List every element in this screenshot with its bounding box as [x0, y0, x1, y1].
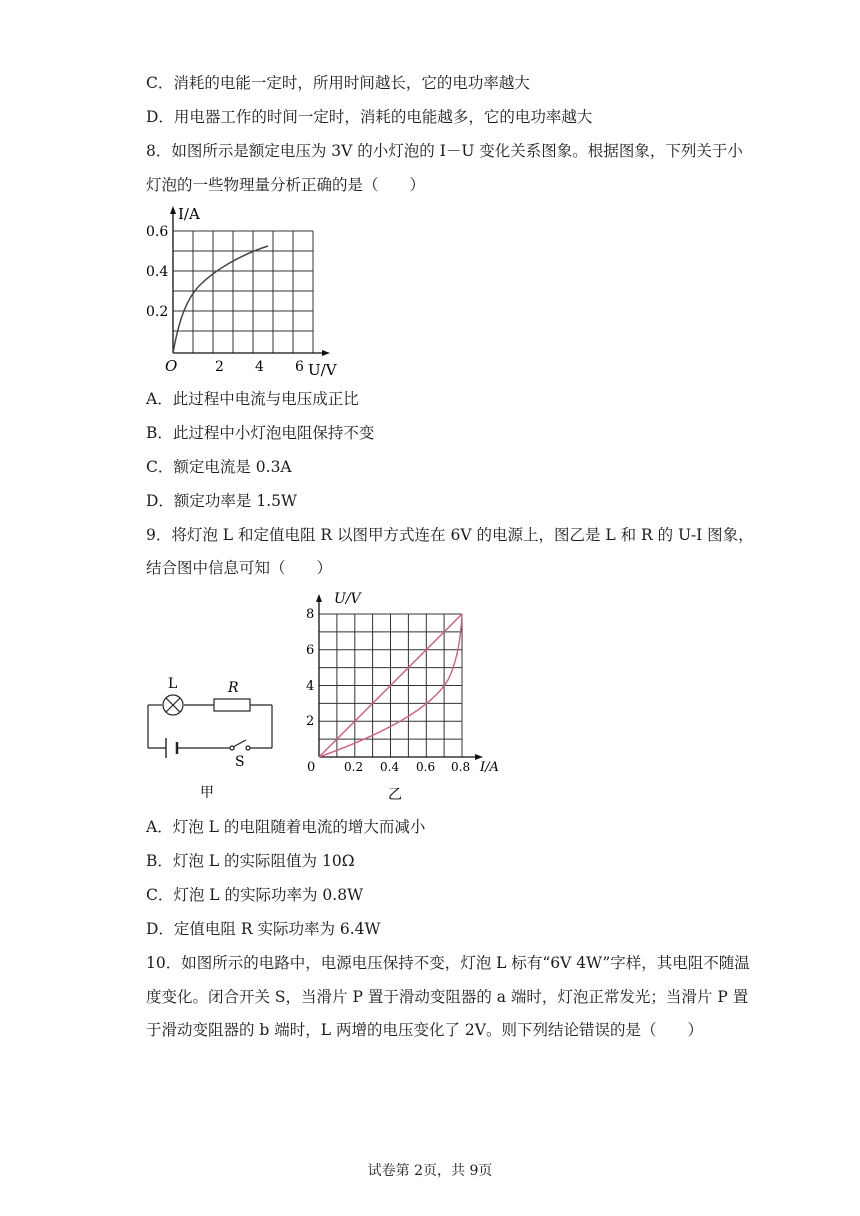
switch-symbol [230, 740, 250, 750]
q8-x-tick-2: 2 [215, 359, 224, 375]
q9-y-axis-label: U/V [334, 591, 361, 607]
q9-y-tick-6: 6 [306, 643, 315, 658]
circuit-caption: 甲 [200, 785, 214, 800]
q8-y-tick-0.2: 0.2 [146, 304, 169, 320]
q9-x-axis-label: I/A [480, 760, 499, 775]
q9-option-c: C．灯泡 L 的实际功率为 0.8W [146, 886, 364, 904]
battery-symbol [166, 738, 177, 758]
q9-option-b: B．灯泡 L 的实际阻值为 10Ω [146, 852, 355, 870]
q8-option-c: C．额定电流是 0.3A [146, 458, 292, 476]
q8-x-axis-label: U/V [308, 361, 337, 379]
q9-option-d: D．定值电阻 R 实际功率为 6.4W [146, 920, 381, 938]
q8-origin-label: O [165, 357, 178, 375]
switch-label: S [235, 754, 245, 770]
lamp-label: L [168, 676, 178, 692]
q8-option-a: A．此过程中电流与电压成正比 [146, 390, 359, 408]
graph-caption: 乙 [388, 787, 402, 803]
q8-iu-graph [140, 200, 340, 380]
q9-y-tick-2: 2 [306, 714, 315, 729]
q8-iu-curve [173, 246, 268, 353]
q9-y-tick-4: 4 [306, 679, 315, 694]
resistor-symbol [214, 699, 250, 711]
lamp-symbol [163, 695, 183, 715]
q9-stem-line2: 结合图中信息可知（ ） [146, 559, 333, 577]
q7-option-c: C．消耗的电能一定时，所用时间越长，它的电功率越大 [146, 74, 530, 92]
q8-option-d: D．额定功率是 1.5W [146, 492, 297, 510]
q8-x-tick-4: 4 [255, 359, 264, 375]
q10-stem-line1: 10．如图所示的电路中，电源电压保持不变，灯泡 L 标有“6V 4W”字样，其电阻不随温 [146, 954, 750, 972]
resistor-label: R [228, 680, 239, 696]
q8-y-tick-0.4: 0.4 [146, 264, 169, 280]
q9-stem-line1: 9．将灯泡 L 和定值电阻 R 以图甲方式连在 6V 的电源上，图乙是 L 和 R 的 U-I 图象， [146, 526, 754, 544]
q9-option-a: A．灯泡 L 的电阻随着电流的增大而减小 [146, 818, 426, 836]
q8-y-axis-label: I/A [178, 205, 200, 223]
q9-ui-graph [300, 585, 510, 805]
q9-origin-label: 0 [307, 760, 316, 775]
q8-stem-line1: 8．如图所示是额定电压为 3V 的小灯泡的 I－U 变化关系图象。根据图象，下列关于小 [146, 142, 743, 160]
q9-x-tick-0.8: 0.8 [451, 760, 471, 774]
q8-option-b: B．此过程中小灯泡电阻保持不变 [146, 424, 375, 442]
q8-y-tick-0.6: 0.6 [146, 224, 169, 240]
q9-y-tick-8: 8 [306, 607, 315, 622]
q10-stem-line2: 度变化。闭合开关 S，当滑片 P 置于滑动变阻器的 a 端时，灯泡正常发光；当滑片 P 置 [146, 988, 749, 1006]
q9-x-tick-0.6: 0.6 [416, 760, 436, 774]
q9-x-tick-0.2: 0.2 [344, 760, 364, 774]
q7-option-d: D．用电器工作的时间一定时，消耗的电能越多，它的电功率越大 [146, 108, 593, 126]
q9-circuit-diagram [140, 670, 280, 800]
q8-stem-line2: 灯泡的一些物理量分析正确的是（ ） [146, 176, 426, 194]
q8-x-tick-6: 6 [295, 359, 304, 375]
q10-stem-line3: 于滑动变阻器的 b 端时，L 两增的电压变化了 2V。则下列结论错误的是（ ） [146, 1021, 703, 1039]
q9-x-tick-0.4: 0.4 [380, 760, 400, 774]
page-footer: 试卷第 2页，共 9页 [367, 1163, 493, 1179]
